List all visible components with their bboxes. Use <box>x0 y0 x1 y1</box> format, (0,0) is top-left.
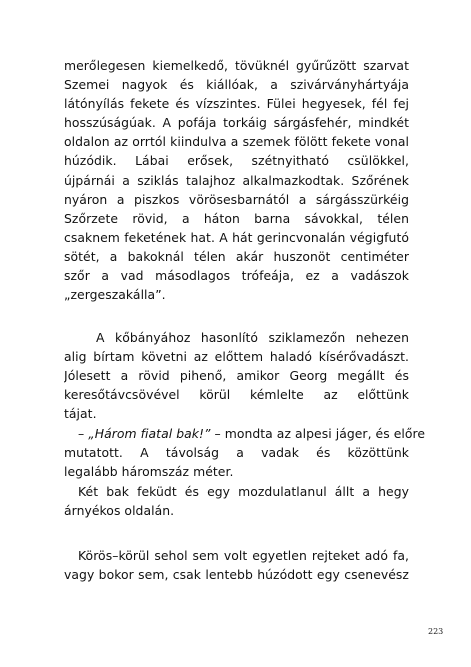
text-line: keresőtávcsövével körül kémlelte az előttünk <box>64 387 409 403</box>
text-line: húzódik. Lábai erősek, szétnyitható csülökkel, <box>64 153 409 169</box>
text-line: tájat. <box>64 406 97 422</box>
text-line: árnyékos oldalán. <box>64 503 175 519</box>
text-line: látónyílás fekete és vízszintes. Fülei hegyesek, fél fej <box>64 96 409 112</box>
text-line: Szőrzete rövid, a háton barna sávokkal, télen <box>64 210 409 226</box>
text-line: újpárnái a sziklás talajhoz alkalmazkodtak. Szőrének <box>64 172 409 188</box>
text-line: Két bak feküdt és egy mozdulatlanul állt a hegy <box>78 484 409 499</box>
dialogue-dash: – <box>78 426 85 441</box>
text-line: alig bírtam követni az előttem haladó kísérővadászt. <box>64 349 409 365</box>
text-line: Körös–körül sehol sem volt egyetlen rejteket adó fa, <box>78 548 409 563</box>
text-line: hosszúságúak. A pofája torkáig sárgásfehér, mindkét <box>64 115 409 131</box>
page-number: 223 <box>428 627 444 636</box>
paragraph-ascent <box>64 328 409 423</box>
text-line: sötét, a bakoknál télen akár huszonöt centiméter <box>64 248 409 264</box>
text-line: szőr a vad másodlagos trófeája, ez a vadászok <box>64 268 409 284</box>
text-line: „zergeszakálla”. <box>64 287 166 303</box>
text-line: A kőbányához hasonlító sziklamezőn nehezen <box>96 330 409 345</box>
text-line: nyáron a piszkos vörösesbarnától a sárgásszürkéig <box>64 191 409 207</box>
text-line: Szemei nagyok és kiállóak, a szivárványhártyája <box>64 77 409 93</box>
text-line: mutatott. A távolság a vadak és közöttünk <box>64 445 409 461</box>
text-line: vagy bokor sem, csak lentebb húzódott egy csenevész <box>64 567 409 583</box>
text-line: legalább háromszáz méter. <box>64 464 234 480</box>
dialogue-quote: „Három fiatal bak!” <box>88 426 211 441</box>
paragraph-description <box>64 56 409 304</box>
paragraph-terrain <box>64 546 409 584</box>
dialogue-rest: – mondta az alpesi jáger, és előre <box>214 426 426 441</box>
text-line: oldalon az orrtól kiindulva a szemek fölött fekete vonal <box>64 134 409 150</box>
text-line <box>64 424 426 443</box>
text-line: csaknem feketének hat. A hát gerincvonalán végigfutó <box>64 229 409 245</box>
paragraph-dialogue <box>64 424 426 481</box>
text-line: Jólesett a rövid pihenő, amikor Georg megállt és <box>64 368 409 384</box>
text-line: merőlegesen kiemelkedő, tövüknél gyűrűzött szarvat <box>64 58 409 73</box>
paragraph-bucks <box>64 482 409 520</box>
